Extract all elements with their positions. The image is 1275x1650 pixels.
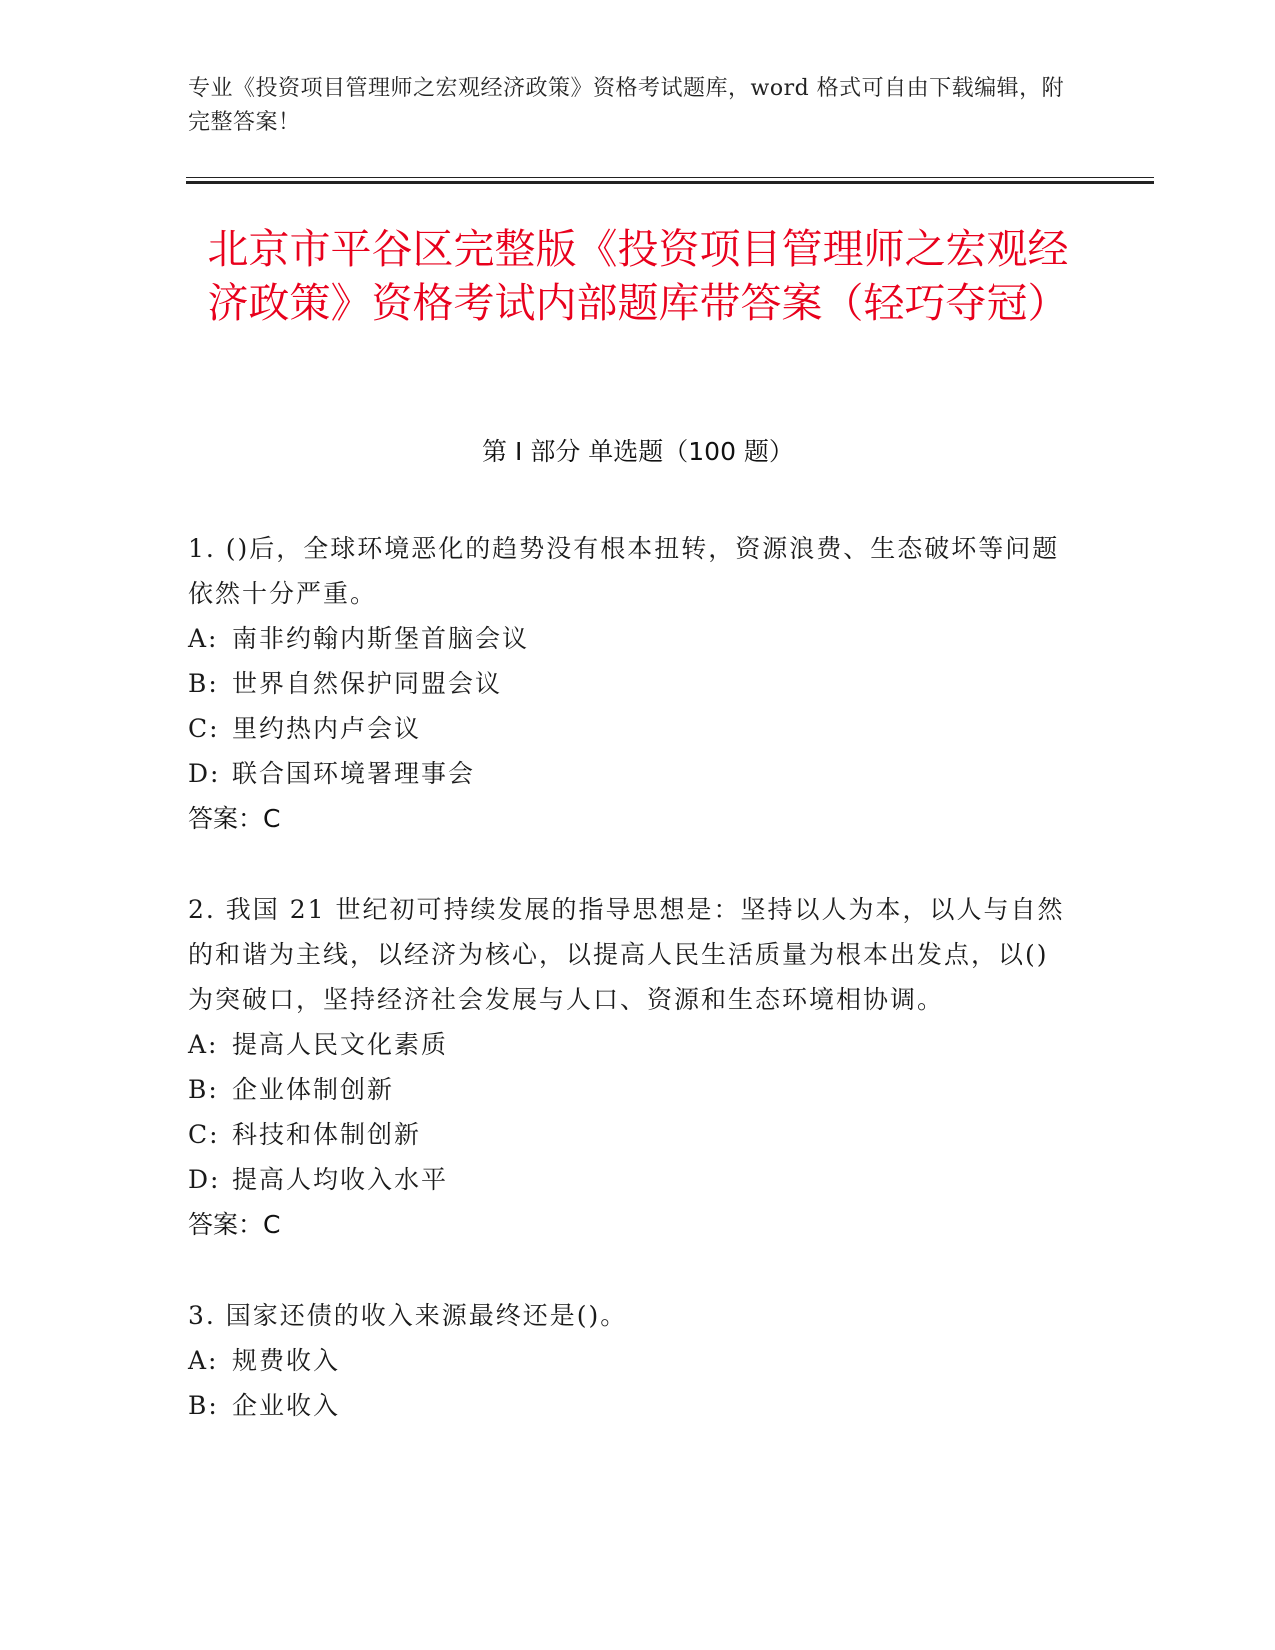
option-text: 企业体制创新 (232, 1075, 395, 1104)
option-letter: A: (188, 624, 219, 653)
question-3 (188, 1293, 1073, 1428)
option-text: 南非约翰内斯堡首脑会议 (232, 624, 530, 653)
question-stem: 3. 国家还债的收入来源最终还是()。 (188, 1301, 628, 1330)
option-text: 企业收入 (232, 1391, 341, 1420)
header-note: 专业《投资项目管理师之宏观经济政策》资格考试题库，word 格式可自由下载编辑，附完整答案！ (188, 76, 1065, 135)
option-text: 提高人均收入水平 (232, 1165, 449, 1194)
option-c (188, 706, 1073, 751)
header-divider-thick (186, 181, 1154, 184)
question-1 (188, 526, 1073, 842)
option-letter: B: (188, 669, 219, 698)
document-title: 北京市平谷区完整版《投资项目管理师之宏观经济政策》资格考试内部题库带答案（轻巧夺冠） (207, 225, 1069, 327)
question-2 (188, 887, 1073, 1248)
option-text: 联合国环境署理事会 (232, 759, 476, 788)
option-letter: D: (188, 1165, 221, 1194)
option-letter: C: (188, 1120, 220, 1149)
answer-line: 答案：C (188, 1210, 281, 1239)
option-text: 世界自然保护同盟会议 (232, 669, 503, 698)
option-letter: D: (188, 759, 221, 788)
question-list (188, 526, 1073, 1473)
option-d (188, 1157, 1073, 1202)
option-a (188, 1022, 1073, 1067)
answer-line: 答案：C (188, 804, 281, 833)
header-divider-thin (186, 177, 1154, 178)
option-text: 规费收入 (232, 1346, 341, 1375)
section-heading: 第 I 部分 单选题（100 题） (482, 437, 794, 466)
question-stem: 1. ()后，全球环境恶化的趋势没有根本扭转，资源浪费、生态破坏等问题依然十分严重。 (188, 534, 1060, 608)
option-c (188, 1112, 1073, 1157)
option-text: 科技和体制创新 (232, 1120, 422, 1149)
option-text: 提高人民文化素质 (232, 1030, 449, 1059)
option-a (188, 616, 1073, 661)
option-letter: A: (188, 1030, 219, 1059)
option-letter: B: (188, 1391, 219, 1420)
option-b (188, 1383, 1073, 1428)
option-d (188, 751, 1073, 796)
option-letter: A: (188, 1346, 219, 1375)
option-letter: C: (188, 714, 220, 743)
option-b (188, 661, 1073, 706)
option-a (188, 1338, 1073, 1383)
option-b (188, 1067, 1073, 1112)
question-stem: 2. 我国 21 世纪初可持续发展的指导思想是：坚持以人为本，以人与自然的和谐为主线，以经济为核心，以提高人民生活质量为根本出发点，以()为突破口，坚持经济社会发展与人口、资源和生态环境相协调。 (188, 895, 1065, 1014)
option-letter: B: (188, 1075, 219, 1104)
option-text: 里约热内卢会议 (232, 714, 422, 743)
